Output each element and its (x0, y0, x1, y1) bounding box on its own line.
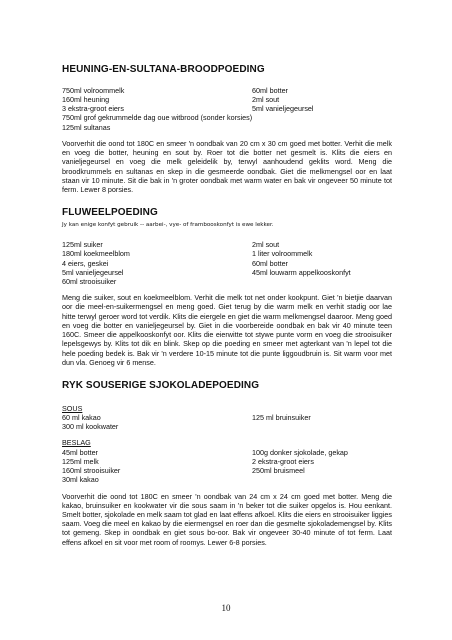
recipe-title: RYK SOUSERIGE SJOKOLADEPOEDING (62, 380, 260, 391)
ingredient: 2ml sout (252, 240, 280, 250)
ingredient: 5ml vanieljegeursel (252, 104, 314, 114)
ingredient: 125ml sultanas (62, 122, 111, 132)
page-number: 10 (221, 603, 231, 613)
ingredient: 250ml bruismeel (252, 466, 305, 476)
ingredient: 60ml botter (252, 258, 288, 268)
ingredient-row (62, 259, 392, 268)
ingredient: 60ml strooisuiker (62, 277, 117, 287)
ingredient: 60ml botter (252, 85, 288, 95)
ingredient-row (62, 95, 392, 104)
recipe-note: Jy kan enige konfyt gebruik -- aarbei-, vye- of frambooskonfyt is ewe lekker. (62, 222, 274, 228)
ingredient (252, 277, 392, 286)
ingredient-row (62, 413, 392, 422)
method-text: Voorverhit die oond tot 180C en smeer 'n oondbak van 24 cm x 24 cm goed met botter. Meng die kakao, bruinsuiker en kookwater vir die sous saam in 'n beker tot die suiker opgelos is. Hou eenkant. Smelt botter, sjokolade en melk saam tot glad en laat effens afkoel. Klits die eiers en strooisuiker liggies saam. Voeg die meel en kakao by die eiermengsel en roer dan die gesmelte sjokolademengsel by. Klits tot gemeng. Skep in oondbak en giet sous bo-oor. Bak vir ongeveer 30-40 minute of tot ferm. Laat effens afkoel en sit voor met room of roomys. Lewer 6-8 porsies. (62, 491, 392, 547)
recipe-heuning-sultana (62, 64, 392, 194)
ingredient: 100g donker sjokolade, gekap (252, 447, 348, 457)
recipe-title: FLUWEELPOEDING (62, 207, 158, 219)
ingredient-row (62, 104, 392, 113)
ingredient: 2ml sout (252, 95, 280, 105)
ingredient-row (62, 448, 392, 457)
ingredient: 300 ml kookwater (62, 422, 119, 432)
ingredient: 160ml heuning (62, 95, 110, 105)
method-text: Voorverhit die oond tot 180C en smeer 'n oondbak van 20 cm x 30 cm goed met botter. Verhit die melk en voeg die botter, heuning en sout by. Roer tot die botter net gesmelt is. Klits die eiers en vanieljegeursel en voeg die melk geleidelik by, terwyl aanhoudend geklits word. Meng die broodkrummels en sultanas en skep in die gesmeerde oondbak. Giet die melkmengsel oor en laat staan vir 10 minute. Sit die bak in 'n groter oondbak met warm water en bak vir ongeveer 50 minute tot ferm. Lewer 8 porsies. (62, 138, 392, 194)
ingredient: 60 ml kakao (62, 413, 101, 423)
ingredient-row (62, 475, 392, 484)
ingredient-row (62, 422, 392, 431)
ingredient: 750ml grof gekrummelde dag oue witbrood (sonder korsies) (62, 113, 253, 123)
ingredient: 125ml suiker (62, 240, 103, 250)
ingredient: 3 ekstra-groot eiers (62, 104, 124, 114)
ingredient: 180ml koekmeelblom (62, 249, 130, 259)
ingredient: 750ml volroommelk (62, 85, 125, 95)
method-text: Meng die suiker, sout en koekmeelblom. Verhit die melk tot net onder kookpunt. Giet 'n bietjie daarvan oor die meel-en-suikermengsel en meng goed. Giet terug by die warm melk en verhit stadig oor lae hitte terwyl geroer word tot verdik. Klits die eiergele en giet die warm melkmengsel daaroor. Meng goed en voeg die botter en vanieljegeursel by. Giet in die voorbereide oondbak en bak vir 40 minute teen 160C. Smeer die appelkooskonfyt oor. Klits die eierwitte tot stywe punte vorm en voeg die strooisuiker lepelsgewys by. Klits tot dik en blink. Skep op die poeding en smeer met agterkant van 'n lepel tot die hele poeding bedek is. Bak vir 'n verdere 10-15 minute tot die punte liggoudbruin is. Sit warm voor met dun vla. Genoeg vir 6 mense. (62, 293, 392, 367)
ingredient: 125ml melk (62, 456, 99, 466)
ingredient-row (62, 86, 392, 95)
ingredient: 2 ekstra-groot eiers (252, 456, 314, 466)
recipe-sjokoladepoeding (62, 380, 392, 547)
ingredient: 5ml vanieljegeursel (62, 267, 124, 277)
ingredient-row (62, 240, 392, 249)
ingredient: 4 eiers, geskei (62, 258, 109, 268)
recipe-fluweelpoeding (62, 207, 392, 367)
ingredient-row (62, 457, 392, 466)
ingredient-list (62, 448, 392, 485)
subsection-label-beslag: BESLAG (62, 438, 91, 448)
ingredient-row (62, 466, 392, 475)
ingredient-row (62, 249, 392, 258)
ingredient-list (62, 86, 392, 132)
ingredient: 160ml strooisuiker (62, 466, 121, 476)
recipe-title: HEUNING-EN-SULTANA-BROODPOEDING (62, 64, 265, 75)
ingredient-row (62, 277, 392, 286)
ingredient-list (62, 240, 392, 286)
ingredient: 45ml louwarm appelkooskonfyt (252, 267, 351, 277)
ingredient-row (62, 268, 392, 277)
ingredient: 30ml kakao (62, 475, 99, 485)
subsection-label-sous: SOUS (62, 403, 83, 413)
ingredient: 1 liter volroommelk (252, 249, 313, 259)
ingredient (252, 422, 392, 431)
ingredient (252, 475, 392, 484)
ingredient: 125 ml bruinsuiker (252, 413, 311, 423)
ingredient: 45ml botter (62, 447, 98, 457)
recipe-page (62, 64, 392, 547)
ingredient-list (62, 413, 392, 431)
